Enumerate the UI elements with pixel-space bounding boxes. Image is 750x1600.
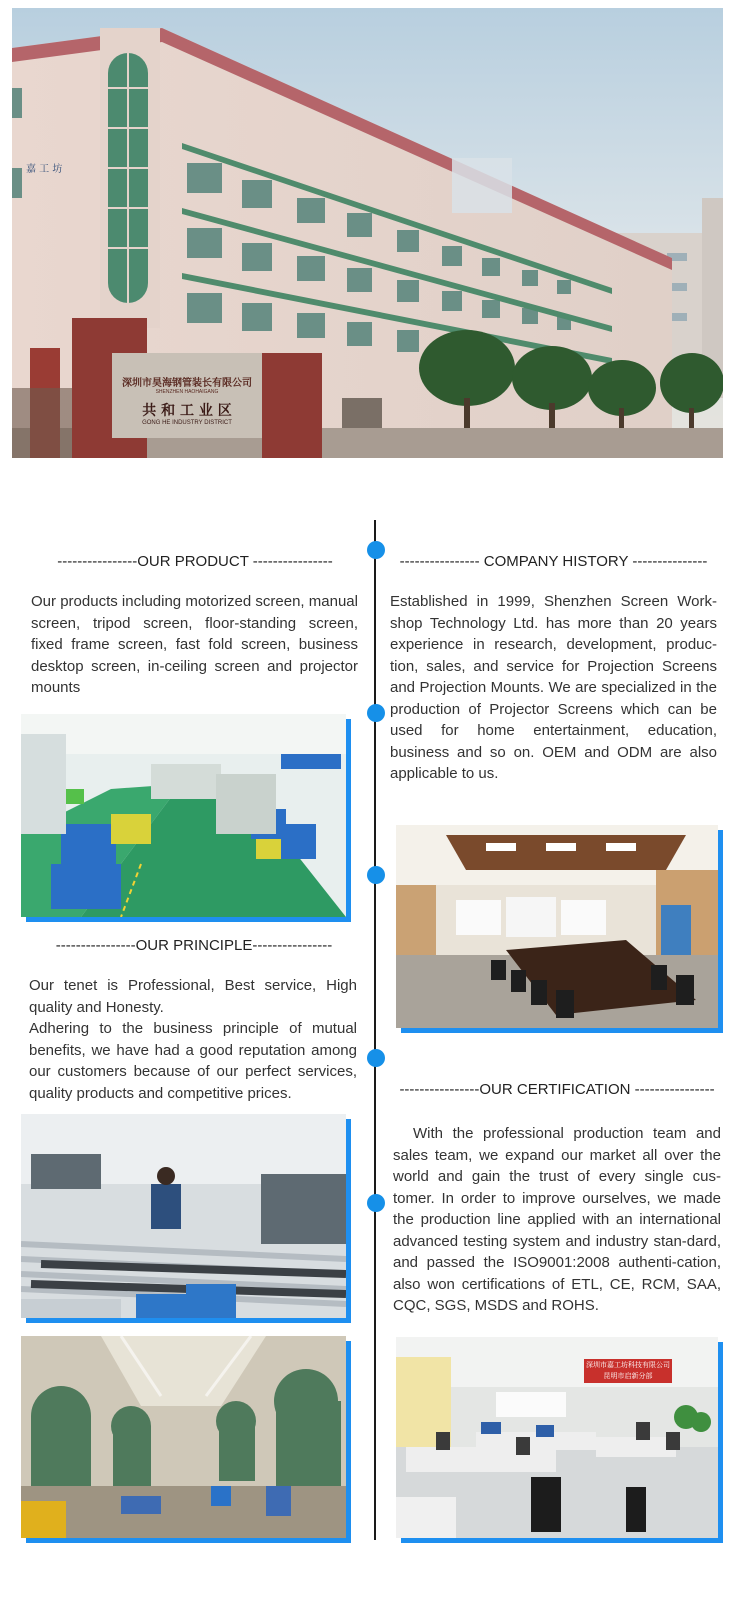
office-banner-line-1: 深圳市嘉工坊科技有限公司 <box>586 1361 670 1369</box>
history-text: Established in 1999, Shenzhen Screen Work-shop Technology Ltd. has more than 20 years experience in research, development, produc-tion, sales, and service for Projection Screens and Projection Mounts. We are specialized in the production of Projector Screens which can be used for home entertainment, education, business and so on. OEM and ODM are also applicable to us. <box>390 593 717 782</box>
warehouse-photo <box>21 714 346 917</box>
timeline-line <box>374 520 376 1540</box>
principle-text-1: Our tenet is Professional, Best service, High quality and Honesty. <box>29 977 357 1016</box>
production-line-photo <box>21 1114 346 1318</box>
product-heading: ----------------OUR PRODUCT ---------------- <box>57 553 333 570</box>
side-sign: 嘉 工 坊 <box>26 164 63 175</box>
sign-district-en: GONG HE INDUSTRY DISTRICT <box>142 420 232 426</box>
hero-building-photo <box>12 8 723 458</box>
timeline-dot <box>367 866 385 884</box>
conference-room-photo <box>396 825 718 1028</box>
workshop-illustration <box>21 1336 346 1538</box>
sign-company-name: 深圳市昊海钢管装长有限公司 <box>122 378 252 389</box>
timeline-dot <box>367 541 385 559</box>
conference-room-illustration <box>396 825 718 1028</box>
history-heading: ---------------- COMPANY HISTORY --------------- <box>399 553 708 570</box>
office-banner-line-2: 昆明市启新分部 <box>603 1372 653 1380</box>
workshop-photo <box>21 1336 346 1538</box>
principle-text-2: Adhering to the business principle of mutual benefits, we have had a good reputation among our customers because of our perfect services, quality products and competitive prices. <box>29 1020 357 1102</box>
timeline-dot <box>367 1194 385 1212</box>
warehouse-illustration <box>21 714 346 917</box>
sign-company-en: SHENZHEN HAOHAIGANG <box>155 389 219 395</box>
principle-heading: ----------------OUR PRINCIPLE---------------- <box>55 937 333 954</box>
certification-text: With the professional production team and sales team, we expand our market all over the world and gain the trust of every single cus-tomer. In order to improve ourselves, we made the production line applied with an international advanced testing system and industry stan-dard, and passed the ISO9001:2008 authenti-cation, also won certifications of ETL, CE, RCM, SAA, CQC, SGS, MSDS and ROHS. <box>393 1125 721 1314</box>
sign-district: 共 和 工 业 区 <box>142 403 232 419</box>
certification-heading: ----------------OUR CERTIFICATION ---------------- <box>399 1081 715 1098</box>
office-photo <box>396 1337 718 1538</box>
production-line-illustration <box>21 1114 346 1318</box>
timeline-dot <box>367 1049 385 1067</box>
product-text: Our products including motorized screen, manual screen, tripod screen, floor-standing screen, fixed frame screen, fast fold screen, business desktop screen, in-ceiling screen and projector mounts <box>31 593 358 696</box>
timeline-dot <box>367 704 385 722</box>
